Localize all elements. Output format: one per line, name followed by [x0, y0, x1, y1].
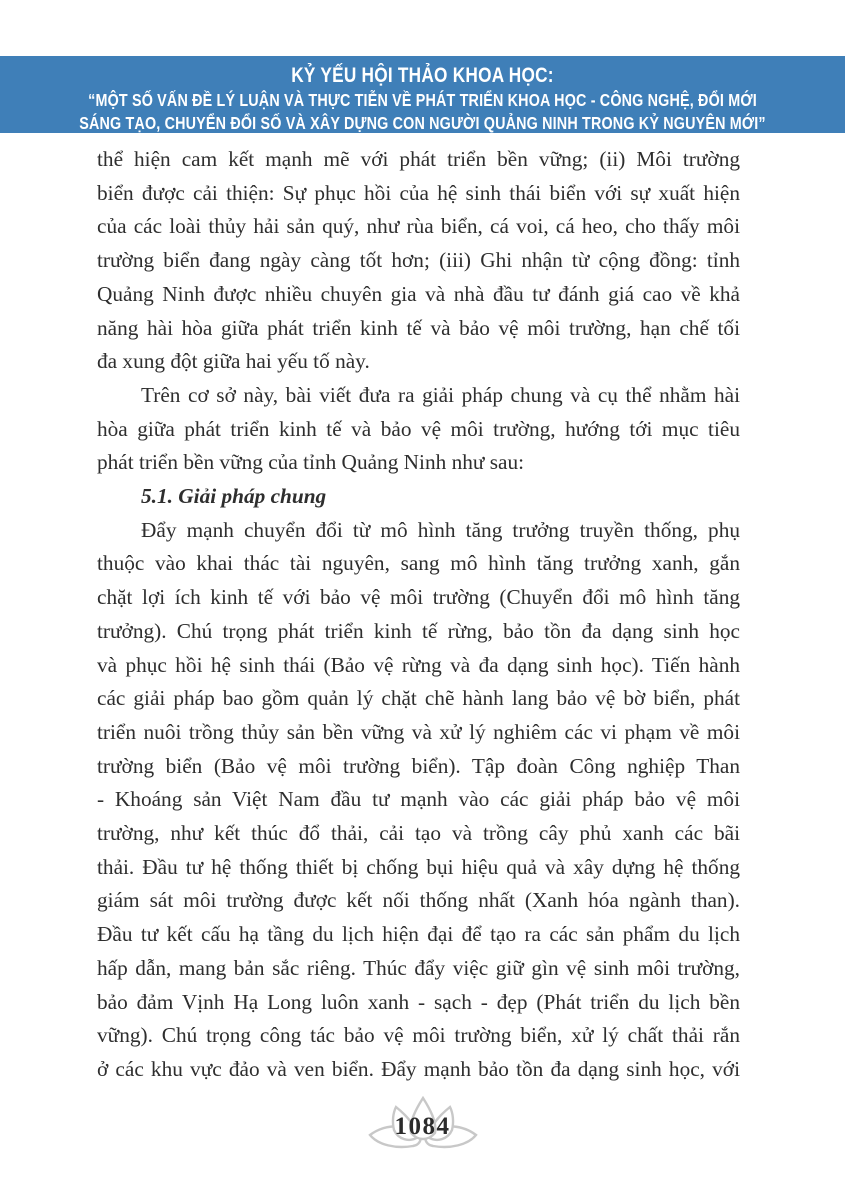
text-line: trường, như kết thúc đổ thải, cải tạo và trồng cây phủ xanh các bãi: [97, 821, 740, 846]
text-line: vững). Chú trọng công tác bảo vệ môi trường biển, xử lý chất thải rắn: [97, 1023, 740, 1048]
text-line: Quảng Ninh được nhiều chuyên gia và nhà đầu tư đánh giá cao về khả: [97, 281, 740, 306]
page-footer: [0, 1096, 845, 1166]
conference-header-band: [0, 56, 845, 133]
text-line: các giải pháp bao gồm quản lý chặt chẽ hành lang bảo vệ bờ biển, phát: [97, 686, 740, 711]
text-line: của các loài thủy hải sản quý, như rùa biển, cá voi, cá heo, cho thấy môi: [97, 214, 740, 239]
text-line: Đẩy mạnh chuyển đổi từ mô hình tăng trưởng truyền thống, phụ: [141, 517, 740, 542]
text-line: Trên cơ sở này, bài viết đưa ra giải pháp chung và cụ thể nhằm hài: [141, 382, 740, 407]
text-line: năng hài hòa giữa phát triển kinh tế và bảo vệ môi trường, hạn chế tối: [97, 315, 740, 340]
text-line: hấp dẫn, mang bản sắc riêng. Thúc đẩy việc giữ gìn vệ sinh môi trường,: [97, 955, 740, 980]
text-line: trường biển (Bảo vệ môi trường biển). Tập đoàn Công nghiệp Than: [97, 753, 740, 778]
body-text: [97, 143, 740, 1087]
page-number: 1084: [394, 1113, 451, 1140]
text-line: thuộc vào khai thác tài nguyên, sang mô hình tăng trưởng xanh, gắn: [97, 551, 740, 576]
section-heading: 5.1. Giải pháp chung: [141, 484, 327, 509]
text-line: chặt lợi ích kinh tế với bảo vệ môi trường (Chuyển đổi mô hình tăng: [97, 585, 740, 610]
text-line: hòa giữa phát triển kinh tế và bảo vệ môi trường, hướng tới mục tiêu: [97, 416, 740, 441]
text-line: Đầu tư kết cấu hạ tầng du lịch hiện đại để tạo ra các sản phẩm du lịch: [97, 922, 740, 947]
text-line: - Khoáng sản Việt Nam đầu tư mạnh vào các giải pháp bảo vệ môi: [97, 787, 740, 812]
text-line: giám sát môi trường được kết nối thống nhất (Xanh hóa ngành than).: [97, 888, 740, 913]
text-line: thể hiện cam kết mạnh mẽ với phát triển bền vững; (ii) Môi trường: [97, 147, 740, 171]
text-line: bảo đảm Vịnh Hạ Long luôn xanh - sạch - đẹp (Phát triển du lịch bền: [97, 989, 740, 1014]
text-line: ở các khu vực đảo và ven biển. Đẩy mạnh bảo tồn đa dạng sinh học, với: [97, 1056, 740, 1081]
text-line: trưởng). Chú trọng phát triển kinh tế rừng, bảo tồn đa dạng sinh học: [97, 618, 740, 643]
text-line: triển nuôi trồng thủy sản bền vững và xử lý nghiêm các vi phạm về môi: [97, 719, 740, 744]
text-line: trường biển đang ngày càng tốt hơn; (iii) Ghi nhận từ cộng đồng: tỉnh: [97, 248, 740, 273]
text-line: phát triển bền vững của tỉnh Quảng Ninh như sau:: [97, 450, 525, 475]
header-subtitle-line1: “MỘT SỐ VẤN ĐỀ LÝ LUẬN VÀ THỰC TIỄN VỀ PHÁT TRIỂN KHOA HỌC - CÔNG NGHỆ, ĐỔI MỚI: [88, 90, 757, 110]
text-line: thải. Đầu tư hệ thống thiết bị chống bụi hiệu quả và xây dựng hệ thống: [97, 854, 740, 879]
text-line: biển được cải thiện: Sự phục hồi của hệ sinh thái biển với sự xuất hiện: [97, 180, 740, 205]
text-line: và phục hồi hệ sinh thái (Bảo vệ rừng và đa dạng sinh học). Tiến hành: [97, 652, 740, 677]
header-title: KỶ YẾU HỘI THẢO KHOA HỌC:: [291, 64, 554, 87]
text-line: đa xung đột giữa hai yếu tố này.: [97, 349, 370, 374]
header-subtitle-line2: SÁNG TẠO, CHUYỂN ĐỔI SỐ VÀ XÂY DỰNG CON NGƯỜI QUẢNG NINH TRONG KỶ NGUYÊN MỚI”: [79, 113, 766, 133]
lotus-icon: [367, 1096, 479, 1154]
